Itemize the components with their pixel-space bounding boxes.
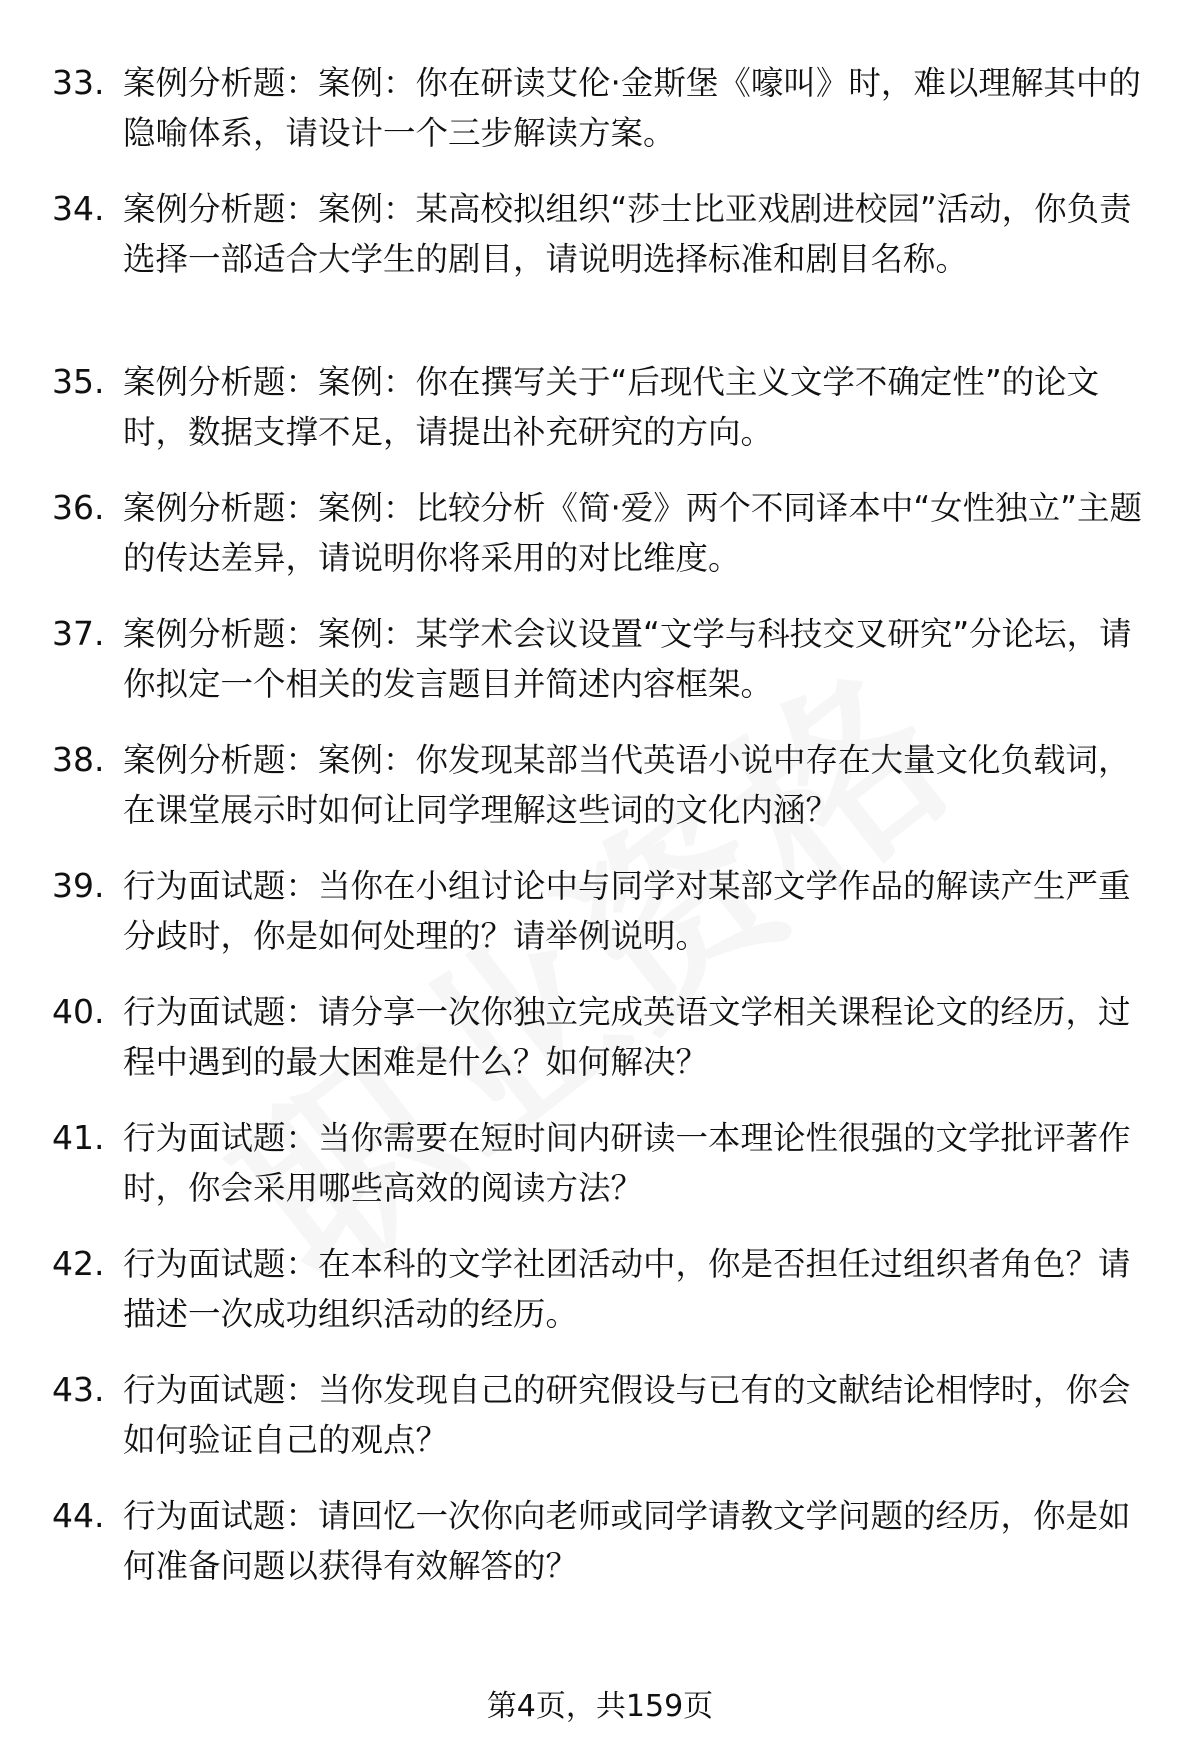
list-item xyxy=(0,861,1200,987)
item-text: 行为面试题：当你发现自己的研究假设与已有的文献结论相悖时，你会如何验证自己的观点？ xyxy=(123,1371,1131,1459)
item-text: 案例分析题：案例：你发现某部当代英语小说中存在大量文化负载词，在课堂展示时如何让同学理解这些词的文化内涵？ xyxy=(123,741,1131,829)
list-item xyxy=(0,483,1200,609)
item-number: 43. xyxy=(52,1370,105,1409)
list-item xyxy=(0,1365,1200,1491)
list-item xyxy=(0,735,1200,861)
item-number: 34. xyxy=(52,189,105,228)
item-text: 行为面试题：当你在小组讨论中与同学对某部文学作品的解读产生严重分歧时，你是如何处理的？请举例说明。 xyxy=(123,867,1131,955)
item-text: 案例分析题：案例：你在撰写关于“后现代主义文学不确定性”的论文时，数据支撑不足，请提出补充研究的方向。 xyxy=(123,363,1100,451)
item-number: 35. xyxy=(52,362,105,401)
list-item xyxy=(0,1491,1200,1617)
item-number: 42. xyxy=(52,1244,105,1283)
item-number: 33. xyxy=(52,63,105,102)
list-item xyxy=(0,609,1200,735)
item-text: 案例分析题：案例：你在研读艾伦·金斯堡《嚎叫》时，难以理解其中的隐喻体系，请设计一个三步解读方案。 xyxy=(123,64,1141,152)
list-item xyxy=(0,184,1200,357)
item-text: 案例分析题：案例：比较分析《简·爱》两个不同译本中“女性独立”主题的传达差异，请说明你将采用的对比维度。 xyxy=(123,489,1143,577)
item-number: 44. xyxy=(52,1496,105,1535)
item-number: 38. xyxy=(52,740,105,779)
list-item xyxy=(0,1113,1200,1239)
item-text: 行为面试题：请分享一次你独立完成英语文学相关课程论文的经历，过程中遇到的最大困难是什么？如何解决？ xyxy=(123,993,1131,1081)
item-number: 41. xyxy=(52,1118,105,1157)
item-number: 36. xyxy=(52,488,105,527)
item-text: 行为面试题：在本科的文学社团活动中，你是否担任过组织者角色？请描述一次成功组织活动的经历。 xyxy=(123,1245,1131,1333)
item-number: 37. xyxy=(52,614,105,653)
item-number: 40. xyxy=(52,992,105,1031)
item-text: 案例分析题：案例：某学术会议设置“文学与科技交叉研究”分论坛，请你拟定一个相关的发言题目并简述内容框架。 xyxy=(123,615,1132,703)
page-footer: 第4页，共159页 xyxy=(486,1689,714,1724)
item-number: 39. xyxy=(52,866,105,905)
list-item xyxy=(0,58,1200,184)
item-text: 行为面试题：请回忆一次你向老师或同学请教文学问题的经历，你是如何准备问题以获得有效解答的？ xyxy=(123,1497,1131,1585)
list-item xyxy=(0,987,1200,1113)
list-item xyxy=(0,1239,1200,1365)
item-text: 案例分析题：案例：某高校拟组织“莎士比亚戏剧进校园”活动，你负责选择一部适合大学生的剧目，请说明选择标准和剧目名称。 xyxy=(123,190,1132,278)
question-list xyxy=(0,58,1200,1617)
item-text: 行为面试题：当你需要在短时间内研读一本理论性很强的文学批评著作时，你会采用哪些高效的阅读方法？ xyxy=(123,1119,1131,1207)
list-item xyxy=(0,357,1200,483)
